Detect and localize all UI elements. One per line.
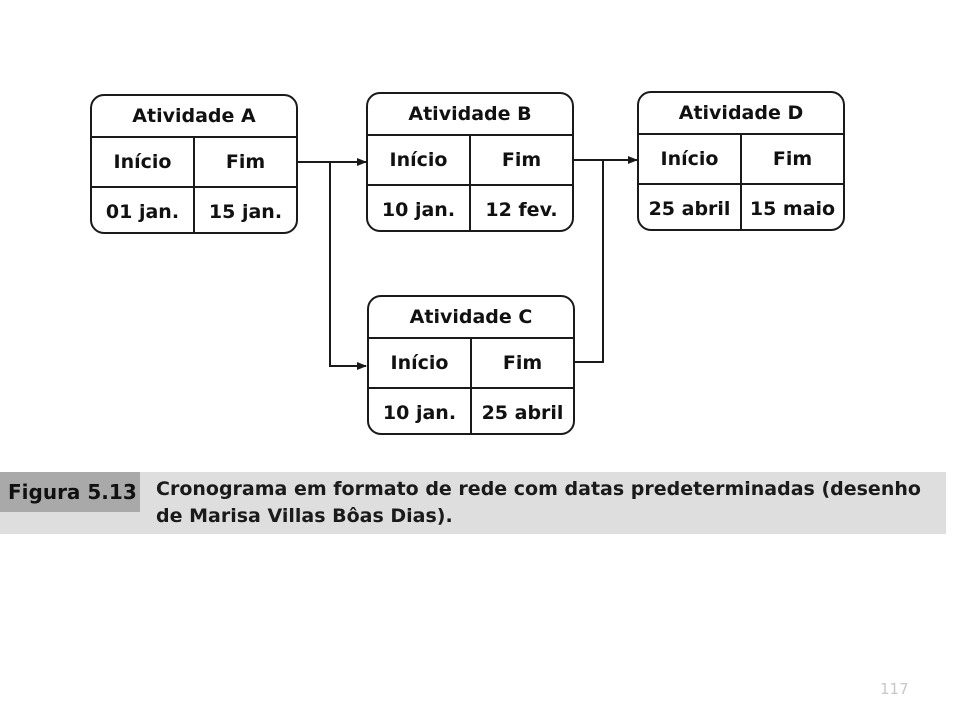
arrow-a-to-c (330, 162, 366, 366)
end-label: Fim (193, 138, 296, 186)
activity-box-a (90, 94, 298, 234)
figure-label: Figura 5.13 (0, 472, 140, 512)
start-date: 10 jan. (381, 199, 456, 221)
page-number: 117 (880, 680, 909, 698)
end-label: Fim (740, 135, 843, 183)
arrow-c-to-d (575, 160, 603, 362)
end-date: 12 fev. (469, 186, 572, 232)
activity-box-b (366, 92, 574, 232)
end-date: 25 abril (470, 389, 573, 435)
start-label: Início (113, 151, 172, 173)
end-date: 15 maio (740, 185, 843, 231)
start-label: Início (660, 148, 719, 170)
end-label: Fim (470, 339, 573, 387)
activity-box-c (367, 295, 575, 435)
start-date: 01 jan. (105, 201, 180, 223)
activity-title: Atividade D (639, 93, 843, 135)
start-date: 10 jan. (382, 402, 457, 424)
figure-caption: Cronograma em formato de rede com datas predeterminadas (desenho de Marisa Villas Bôas Dias). (156, 478, 921, 527)
activity-title: Atividade A (92, 96, 296, 138)
activity-title: Atividade B (368, 94, 572, 136)
end-label: Fim (469, 136, 572, 184)
start-label: Início (390, 352, 449, 374)
start-date: 25 abril (648, 198, 731, 220)
start-label: Início (389, 149, 448, 171)
end-date: 15 jan. (193, 188, 296, 234)
activity-box-d (637, 91, 845, 231)
activity-title: Atividade C (369, 297, 573, 339)
